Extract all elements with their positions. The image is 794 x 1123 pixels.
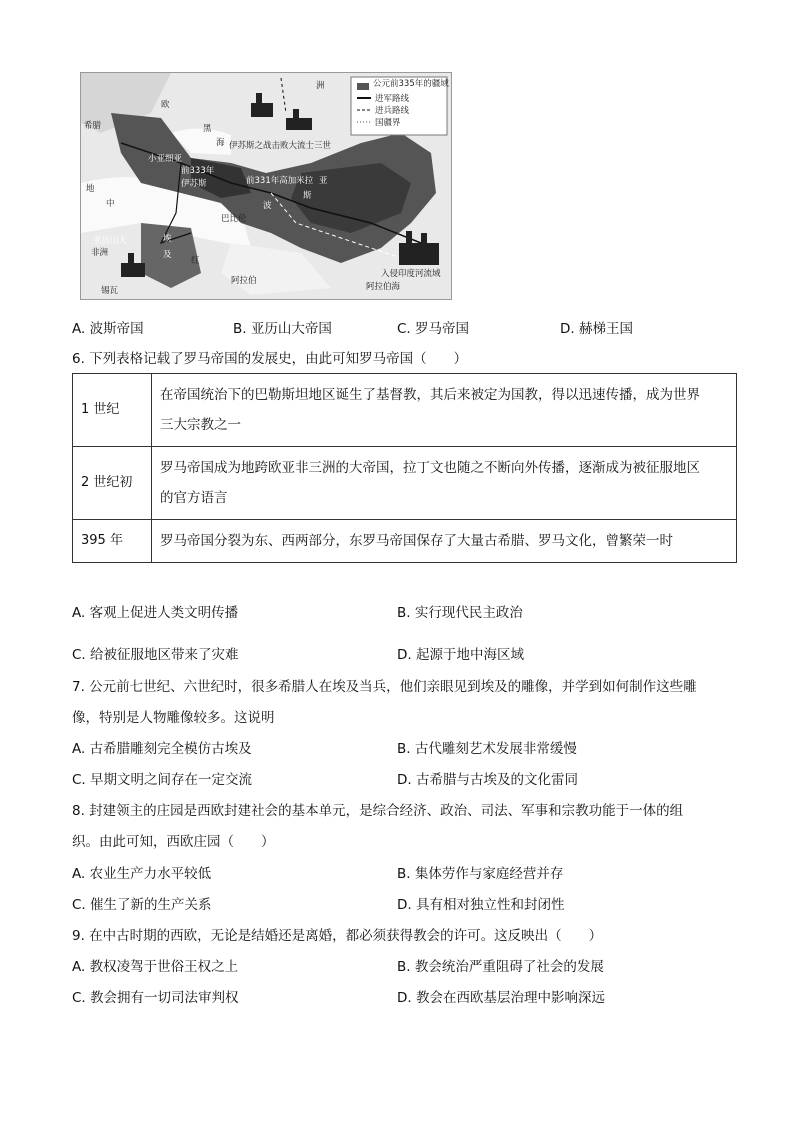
option-letter: C. <box>72 990 86 1006</box>
map-label-black-sea: 黑 <box>203 124 212 134</box>
option-text: 教会在西欧基层治理中影响深远 <box>415 990 605 1006</box>
q8-option-d <box>397 893 564 913</box>
option-text: 亚历山大帝国 <box>250 321 332 337</box>
map-label-gaugamela: 前331年高加米拉 <box>246 176 314 186</box>
cell-line: 罗马帝国成为地跨欧亚非三洲的大帝国，拉丁文也随之不断向外传播，逐渐成为被征服地区 <box>160 460 700 476</box>
option-letter: C. <box>72 772 86 788</box>
option-text: 给被征服地区带来了灾难 <box>90 647 239 663</box>
map-label-zhong: 中 <box>106 199 115 209</box>
option-letter: D. <box>397 772 412 788</box>
option-text: 教会统治严重阻碍了社会的发展 <box>414 959 604 975</box>
table-cell-period: 1 世纪 <box>73 374 152 447</box>
q7-option-c <box>72 768 252 788</box>
table-row <box>73 520 737 563</box>
q9-option-c <box>72 986 239 1006</box>
legend-item-march: 进军路线 <box>375 94 410 104</box>
option-text: 古希腊雕刻完全模仿古埃及 <box>89 741 252 757</box>
map-label-sea: 海 <box>216 138 225 148</box>
q5-option-b <box>233 317 332 337</box>
option-letter: B. <box>397 605 411 621</box>
map-label-di: 地 <box>86 184 95 194</box>
q6-option-c <box>72 643 239 663</box>
q7-stem-line-1: 7. 公元前七世纪、六世纪时，很多希腊人在埃及当兵，他们亲眼见到埃及的雕像，并学到如何制作这些雕 <box>72 679 697 695</box>
cell-line: 罗马帝国分裂为东、西两部分，东罗马帝国保存了大量古希腊、罗马文化，曾繁荣一时 <box>160 533 673 549</box>
table-cell-period: 395 年 <box>73 520 152 563</box>
option-text: 集体劳作与家庭经营并存 <box>414 866 564 882</box>
option-text: 客观上促进人类文明传播 <box>89 605 239 621</box>
q7-stem-line-2: 像，特别是人物雕像较多。这说明 <box>72 710 275 726</box>
q8-option-c <box>72 893 212 913</box>
q5-option-d <box>560 317 633 337</box>
option-letter: A. <box>72 605 86 621</box>
option-text: 古代雕刻艺术发展非常缓慢 <box>414 741 577 757</box>
map-label-africa: 非洲 <box>91 248 109 258</box>
map-label-arab-sea: 阿拉伯海 <box>366 282 401 292</box>
option-text: 罗马帝国 <box>415 321 470 337</box>
option-letter: D. <box>560 321 575 337</box>
table-cell-content <box>152 374 737 447</box>
option-text: 农业生产力水平较低 <box>89 866 212 882</box>
option-letter: B. <box>397 741 411 757</box>
option-letter: A. <box>72 741 86 757</box>
map-label-egypt-ai: 埃 <box>163 234 172 244</box>
legend-item-border: 国疆界 <box>375 118 401 128</box>
map-label-battle: 伊苏斯之战击败大流士三世 <box>229 141 332 151</box>
map-label-issus: 伊苏斯 <box>181 179 207 189</box>
option-letter: D. <box>397 990 412 1006</box>
option-text: 教会拥有一切司法审判权 <box>90 990 239 1006</box>
option-letter: D. <box>397 897 412 913</box>
option-text: 早期文明之间存在一定交流 <box>90 772 253 788</box>
q6-option-d <box>397 643 524 663</box>
table-row <box>73 447 737 520</box>
q9-option-b <box>397 955 604 975</box>
legend-item-advance: 进兵路线 <box>375 106 410 116</box>
option-text: 具有相对独立性和封闭性 <box>415 897 565 913</box>
map-label-arabia: 阿拉伯 <box>231 276 257 286</box>
option-text: 古希腊与古埃及的文化雷同 <box>415 772 578 788</box>
table-cell-content <box>152 447 737 520</box>
q6-stem: 6. 下列表格记载了罗马帝国的发展史，由此可知罗马帝国（ ） <box>72 351 468 367</box>
q7-option-d <box>397 768 578 788</box>
q9-stem: 9. 在中古时期的西欧，无论是结婚还是离婚，都必须获得教会的许可。这反映出（ ） <box>72 928 603 944</box>
option-text: 教权凌驾于世俗王权之上 <box>89 959 239 975</box>
option-letter: A. <box>72 321 86 337</box>
q9-option-d <box>397 986 605 1006</box>
map-label-babylon: 巴比伦 <box>221 214 247 224</box>
map-label-alexandria: 亚历山大 <box>93 236 128 246</box>
q7-option-b <box>397 737 577 757</box>
q7-option-a <box>72 737 252 757</box>
q6-option-a <box>72 601 238 621</box>
option-letter: D. <box>397 647 412 663</box>
option-text: 赫梯王国 <box>578 321 633 337</box>
cell-line: 三大宗教之一 <box>160 417 241 433</box>
q8-stem-line-1: 8. 封建领主的庄园是西欧封建社会的基本单元，是综合经济、政治、司法、军事和宗教功能于一体的组 <box>72 803 684 819</box>
map-label-persia: 波 <box>263 201 272 211</box>
cell-line: 在帝国统治下的巴勒斯坦地区诞生了基督教，其后来被定为国教，得以迅速传播，成为世界 <box>160 387 700 403</box>
alexander-empire-map <box>81 73 451 299</box>
legend-title: 公元前335年的疆域 <box>373 79 449 89</box>
historical-map-figure <box>80 72 452 300</box>
map-label-siwa: 锡瓦 <box>101 286 119 296</box>
option-text: 波斯帝国 <box>89 321 144 337</box>
option-letter: B. <box>397 959 411 975</box>
option-letter: C. <box>72 897 86 913</box>
option-letter: B. <box>397 866 411 882</box>
q9-option-a <box>72 955 238 975</box>
option-letter: C. <box>397 321 411 337</box>
table-cell-period: 2 世纪初 <box>73 447 152 520</box>
q5-option-a <box>72 317 144 337</box>
map-label-red-sea: 红 <box>191 256 200 266</box>
map-label-asia-minor: 小亚细亚 <box>148 154 183 164</box>
map-label-india: 入侵印度河流域 <box>381 269 441 279</box>
map-label-si: 斯 <box>303 191 312 201</box>
option-letter: B. <box>233 321 247 337</box>
map-label-ya: 亚 <box>319 176 328 186</box>
q6-option-b <box>397 601 523 621</box>
option-letter: C. <box>72 647 86 663</box>
map-label-zhou: 洲 <box>316 81 325 91</box>
option-text: 实行现代民主政治 <box>414 605 523 621</box>
q8-stem-line-2: 织。由此可知，西欧庄园（ ） <box>72 834 275 850</box>
map-label-egypt-ji: 及 <box>163 250 172 260</box>
option-text: 起源于地中海区域 <box>415 647 524 663</box>
table-cell-content <box>152 520 737 563</box>
map-label-xila: 希腊 <box>84 121 102 131</box>
option-letter: A. <box>72 959 86 975</box>
q8-option-b <box>397 862 563 882</box>
option-letter: A. <box>72 866 86 882</box>
q6-table <box>72 373 737 563</box>
option-text: 催生了新的生产关系 <box>90 897 212 913</box>
q8-option-a <box>72 862 211 882</box>
map-label-333bc: 前333年 <box>181 166 215 176</box>
map-label-europe: 欧 <box>161 100 170 110</box>
table-row <box>73 374 737 447</box>
cell-line: 的官方语言 <box>160 490 228 506</box>
q5-option-c <box>397 317 469 337</box>
